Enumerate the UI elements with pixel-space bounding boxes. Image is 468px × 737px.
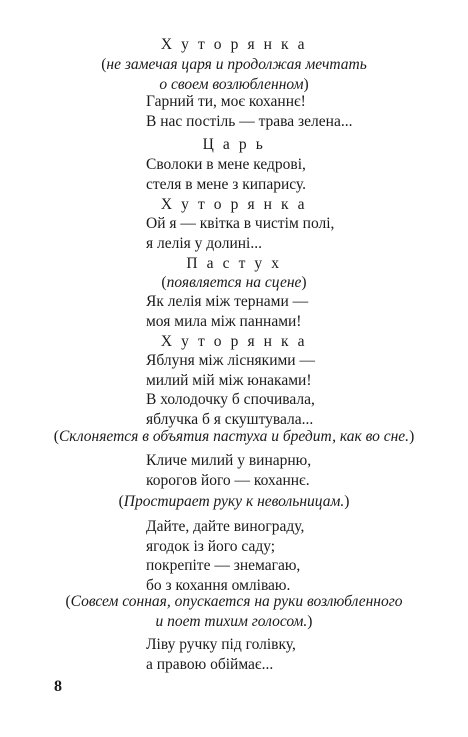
stage-direction: (Склоняется в объятия пастуха и бредит, как во сне.) — [53, 428, 415, 445]
verse-block — [0, 92, 468, 131]
verse-line: покрепіте — знемагаю, — [146, 557, 301, 574]
verse-line: Яблуня між ліснякими — — [146, 352, 315, 369]
speaker-name: Х у т о р я н к а — [160, 196, 308, 213]
verse-line: В нас постіль — трава зелена... — [146, 112, 353, 130]
verse-line: Як лелія між тернами — — [146, 293, 309, 310]
verse-line: милий мій між юнаками! — [146, 371, 312, 389]
verse-line: бо з кохання омліваю. — [146, 576, 291, 594]
stage-direction: (Простирает руку к невольницам.) — [118, 493, 350, 510]
verse-line: Дайте, дайте винограду, — [146, 518, 305, 535]
verse-line: Кличе милий у винарню, — [146, 452, 312, 469]
verse-line: ягодок із його саду; — [146, 537, 276, 555]
verse-line: я лелія у долині... — [146, 234, 262, 252]
verse-block — [0, 155, 468, 194]
verse-line: а правою обіймає... — [146, 655, 274, 673]
verse-block — [0, 451, 468, 490]
verse-line: яблучка б я скуштувала... — [146, 410, 314, 428]
verse-block — [0, 635, 468, 674]
speaker-name: Х у т о р я н к а — [160, 36, 308, 53]
speaker-name: Х у т о р я н к а — [160, 333, 308, 350]
speaker-name: Ц а р ь — [202, 136, 266, 153]
verse-line: Гарний ти, моє коханнє! — [146, 93, 306, 110]
verse-line: моя мила між паннами! — [146, 312, 302, 330]
page-number: 8 — [54, 678, 62, 695]
verse-line: стеля в мене з кипарису. — [146, 175, 306, 193]
verse-line: Сволоки в мене кедрові, — [146, 156, 306, 173]
stage-direction: (появляется на сцене) — [161, 274, 307, 291]
verse-block — [0, 517, 468, 595]
verse-block — [0, 292, 468, 331]
stage-direction: (Совсем сонная, опускается на руки возлюбленного и поет тихим голосом.) — [65, 593, 403, 630]
verse-line: корогов його — коханнє. — [146, 471, 310, 489]
verse-line: Ой я — квітка в чистім полі, — [146, 215, 335, 232]
verse-block — [0, 214, 468, 253]
verse-line: В холодочку б спочивала, — [146, 391, 315, 408]
verse-block — [0, 351, 468, 429]
verse-line: Ліву ручку під голівку, — [146, 636, 296, 653]
speaker-name: П а с т у х — [186, 255, 282, 272]
stage-direction: (не замечая царя и продолжая мечтать о своем возлюбленном) — [101, 56, 367, 93]
